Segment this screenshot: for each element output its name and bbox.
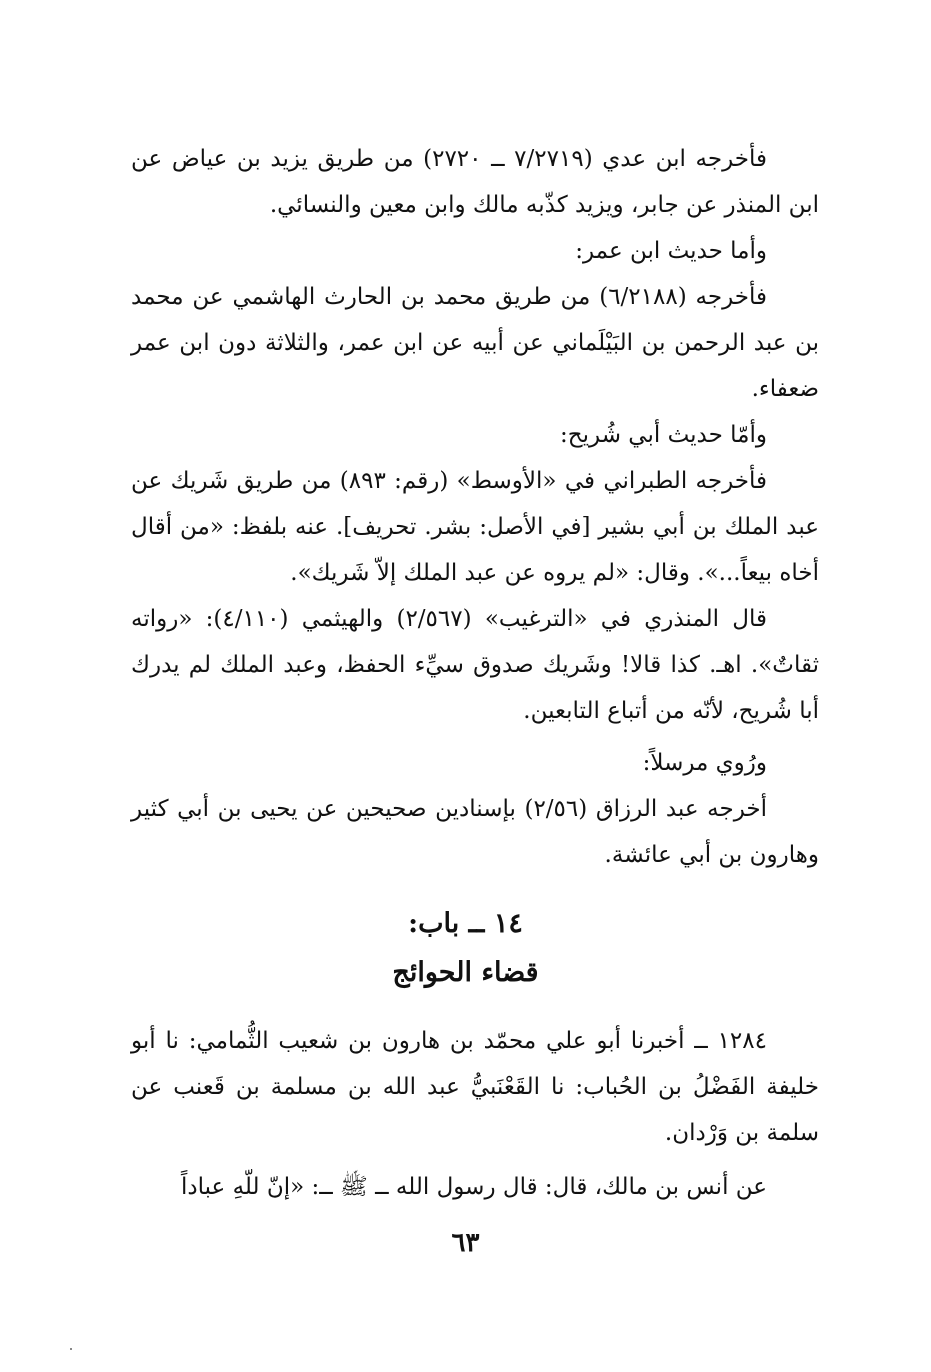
chapter-number: ١٤ ــ باب: [408,908,523,939]
commentary-block-3 [131,412,819,596]
hadith-matn: عن أنس بن مالك، قال: قال رسول الله ــ ﷺ ــ: «إنّ للّهِ عباداً [180,1174,767,1200]
commentary-block-5 [131,740,819,878]
paragraph-tabarani: فأخرجه الطبراني في «الأوسط» (رقم: ٨٩٣) من طريق شَريك عن عبد الملك بن أبي بشير [في الأصل: بشر. تحريف]. عنه بلفظ: «من أقال أخاه بيعاً...». وقال: «لم يروه عن عبد الملك إلاّ شَريك». [131,468,819,586]
paragraph-abi-shurayh-heading: وأمّا حديث أبي شُريح: [560,422,767,448]
paragraph-ibn-umar-heading: وأما حديث ابن عمر: [575,238,767,264]
hadith-block [131,1018,819,1210]
commentary-block-4 [131,596,819,734]
paragraph-mursal-heading: ورُوي مرسلاً: [642,750,767,776]
paragraph-mundhiri: قال المنذري في «الترغيب» (٢/٥٦٧) والهيثمي (٤/١١٠): «رواته ثقاتٌ». اهـ. كذا قالا! وشَريك صدوق سيِّء الحفظ، وعبد الملك لم يدرك أبا شُريح، لأنّه من أتباع التابعين. [131,606,819,724]
paragraph-ibn-umar: فأخرجه (٦/٢١٨٨) من طريق محمد بن الحارث الهاشمي عن محمد بن عبد الرحمن بن البَيْلَماني عن أبيه عن ابن عمر، والثلاثة دون ابن عمر ضعفاء. [131,284,819,402]
commentary-block-2 [131,228,819,412]
chapter-title: قضاء الحوائج [392,957,539,988]
paragraph-ibn-adi: فأخرجه ابن عدي (٧/٢٧١٩ ــ ٢٧٢٠) من طريق يزيد بن عياض عن ابن المنذر عن جابر، ويزيد كذّبه مالك وابن معين والنسائي. [131,146,819,218]
hadith-isnad: ١٢٨٤ ــ أخبرنا أبو علي محمّد بن هارون بن شعيب الثُّمامي: نا أبو خليفة الفَضْلُ بن الحُباب: نا القَعْنَبيُّ عبد الله بن مسلمة بن قَعنب عن سلمة بن وَرْدان. [131,1028,819,1146]
paragraph-abd-al-razzaq: أخرجه عبد الرزاق (٢/٥٦) بإسنادين صحيحين عن يحيى بن أبي كثير وهارون بن أبي عائشة. [131,796,819,868]
scan-speck [70,1348,72,1350]
page-number: ٦٣ [451,1228,480,1258]
commentary-block-1 [131,136,819,228]
